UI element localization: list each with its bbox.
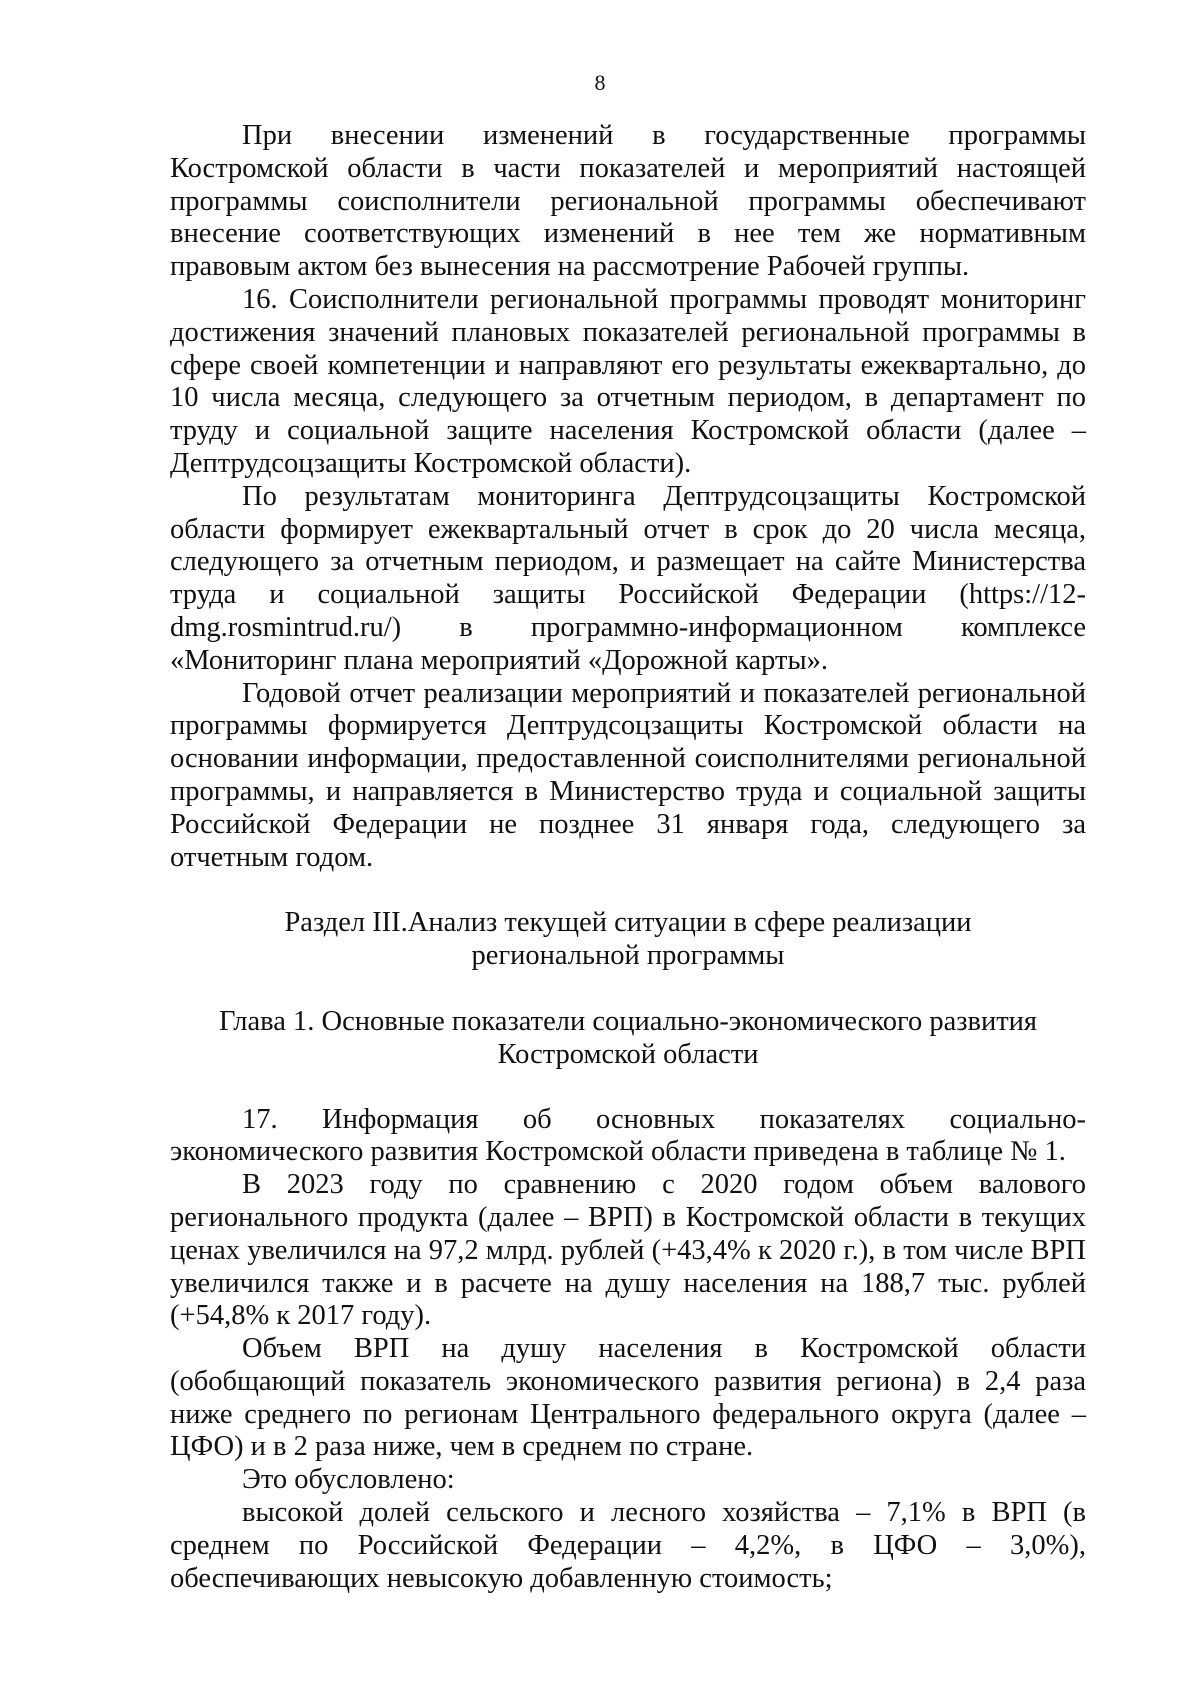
chapter-heading-line-1: Глава 1. Основные показатели социально-экономического развития xyxy=(218,1005,1038,1037)
section-heading-line-2: региональной программы xyxy=(471,940,785,972)
paragraph-grp-per-capita: Объем ВРП на душу населения в Костромской области (обобщающий показатель экономического развития региона) в 2,4 раза ниже среднего по регионам Центрального федерального округа (далее – ЦФО) и в 2 раза ниже, чем в среднем по стране. xyxy=(170,1333,1086,1463)
paragraph-grp-growth: В 2023 году по сравнению с 2020 годом объем валового регионального продукта (далее – ВРП) в Костромской области в текущих ценах увеличился на 97,2 млрд. рублей (+43,4% к 2020 г.), в том числе ВРП увеличился также и в расчете на душу населения на 188,7 тыс. рублей (+54,8% к 2017 году). xyxy=(170,1169,1086,1332)
page-number: 8 xyxy=(594,70,606,95)
paragraph-reason-intro: Это обусловлено: xyxy=(242,1464,455,1496)
section-heading xyxy=(170,907,1086,973)
document-body xyxy=(170,120,1086,1595)
paragraph-amendments: При внесении изменений в государственные программы Костромской области в части показателей и мероприятий настоящей программы соисполнители региональной программы обеспечивают внесение соответствующих изменений в нее тем же нормативным правовым актом без вынесения на рассмотрение Рабочей группы. xyxy=(170,120,1086,283)
paragraph-17-indicators: 17. Информация об основных показателях социально-экономического развития Костромской области приведена в таблице № 1. xyxy=(170,1103,1086,1168)
section-heading-line-1: Раздел III.Анализ текущей ситуации в сфере реализации xyxy=(284,907,972,939)
paragraph-16-monitoring: 16. Соисполнители региональной программы проводят мониторинг достижения значений плановых показателей региональной программы в сфере своей компетенции и направляют его результаты ежеквартально, до 10 числа месяца, следующего за отчетным периодом, в департамент по труду и социальной защите населения Костромской области (далее – Дептрудсоцзащиты Костромской области). xyxy=(170,283,1086,479)
chapter-heading xyxy=(170,1006,1086,1072)
paragraph-quarterly-report: По результатам мониторинга Дептрудсоцзащиты Костромской области формирует ежеквартальный отчет в срок до 20 числа месяца, следующего за отчетным периодом, и размещает на сайте Министерства труда и социальной защиты Российской Федерации (https://12-dmg.rosmintrud.ru/) в программно-информационном комплексе «Мониторинг плана мероприятий «Дорожной карты». xyxy=(170,480,1086,676)
paragraph-agriculture-share: высокой долей сельского и лесного хозяйства – 7,1% в ВРП (в среднем по Российской Федерации – 4,2%, в ЦФО – 3,0%), обеспечивающих невысокую добавленную стоимость; xyxy=(170,1497,1086,1594)
paragraph-annual-report: Годовой отчет реализации мероприятий и показателей региональной программы формируется Дептрудсоцзащиты Костромской области на основании информации, предоставленной соисполнителями региональной программы, и направляется в Министерство труда и социальной защиты Российской Федерации не позднее 31 января года, следующего за отчетным годом. xyxy=(170,677,1086,873)
chapter-heading-line-2: Костромской области xyxy=(497,1038,759,1070)
